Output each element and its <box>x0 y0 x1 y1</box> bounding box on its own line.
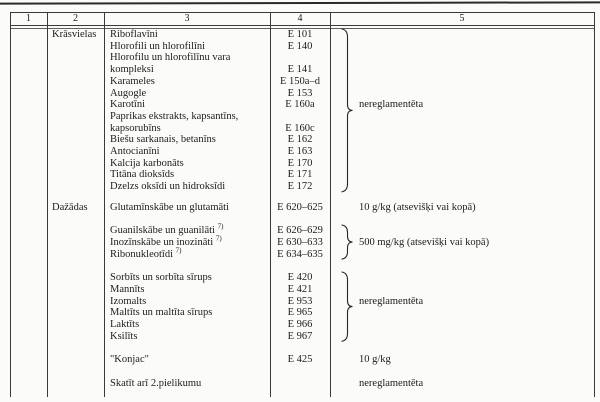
header-cell-4: 4 <box>297 13 303 24</box>
e-number: E 150a–d <box>280 75 320 87</box>
column-border <box>47 12 48 397</box>
limit-note: 500 mg/kg (atsevišķi vai kopā) <box>359 237 490 249</box>
substance-name: Titāna dioksīds <box>110 169 175 181</box>
header-bottom-border <box>10 25 595 26</box>
category-label: Dažādas <box>52 202 88 213</box>
substance-name: Laktīts <box>110 319 140 330</box>
e-number: E 153 <box>287 87 313 99</box>
header-cell-5: 5 <box>459 13 465 24</box>
substance-name: Izomalts <box>110 295 147 307</box>
e-number: E 966 <box>287 319 313 330</box>
substance-name: Glutamīnskābe un glutamāti <box>110 202 229 213</box>
column-border <box>330 12 331 397</box>
e-number: E 160c <box>285 122 315 134</box>
limit-note: nereglamentēta <box>359 377 424 389</box>
header-cell-1: 1 <box>26 13 31 24</box>
substance-name: Ksilīts <box>110 330 138 342</box>
substance-name: Antocianīni <box>110 146 160 157</box>
substance-name: Paprikas ekstrakts, kapsantīns, <box>110 110 239 122</box>
column-border <box>104 12 105 397</box>
e-number: E 140 <box>287 40 313 52</box>
e-number: E 626–629 <box>277 225 323 237</box>
substance-name: kapsorubīns <box>110 122 161 134</box>
substance-name: Riboflavīni <box>110 29 158 40</box>
substance-name: Karotīni <box>110 99 145 111</box>
substance-name: Karameles <box>110 75 155 87</box>
limit-note: 10 g/kg <box>359 354 391 366</box>
substance-name: Biešu sarkanais, betanīns <box>110 134 216 146</box>
e-number: E 141 <box>287 64 313 76</box>
grouping-brace-icon <box>340 271 354 342</box>
substance-name: Sorbīts un sorbīta sīrups <box>110 272 212 284</box>
e-number: E 953 <box>287 295 313 307</box>
substance-name: Ribonukleotīdi $^{7)}$ <box>110 246 182 260</box>
limit-note: nereglamentēta <box>359 99 424 111</box>
substance-name: Augogle <box>110 87 147 99</box>
e-number: E 172 <box>287 181 313 193</box>
e-number: E 634–635 <box>277 248 323 260</box>
header-cell-2: 2 <box>73 13 78 24</box>
e-number: E 162 <box>287 134 313 146</box>
substance-name: Dzelzs oksīdi un hidroksīdi <box>110 181 226 193</box>
substance-name: Kalcija karbonāts <box>110 157 184 169</box>
header-cell-3: 3 <box>184 13 190 24</box>
e-number: E 101 <box>287 29 313 40</box>
e-number: E 967 <box>287 330 313 342</box>
substance-name: Guanilskābe un guanilāti $^{7)}$ <box>110 222 224 237</box>
limit-note: nereglamentēta <box>359 295 424 307</box>
substance-name: kompleksi <box>110 64 154 76</box>
substance-name: "Konjac" <box>110 354 149 366</box>
substance-name: Mannīts <box>110 283 145 295</box>
grouping-brace-icon <box>340 28 354 193</box>
column-border <box>10 12 11 397</box>
e-number: E 425 <box>287 354 313 366</box>
substance-name: Inozīnskābe un inozināti $^{7)}$ <box>110 234 222 249</box>
column-border <box>594 12 595 397</box>
substance-name: Hlorofili un hlorofilīni <box>110 40 206 52</box>
e-number: E 170 <box>287 157 313 169</box>
substance-name: Hlorofilu un hlorofilīnu vara <box>110 52 231 64</box>
e-number: E 630–633 <box>277 237 323 249</box>
e-number: E 163 <box>287 146 313 157</box>
grouping-brace-icon <box>340 224 354 260</box>
page-top-edge-line <box>0 1 600 4</box>
e-number: E 171 <box>287 169 313 181</box>
limit-note: 10 g/kg (atsevišķi vai kopā) <box>359 202 476 213</box>
e-number: E 965 <box>287 307 313 319</box>
e-number: E 420 <box>287 272 313 284</box>
e-number: E 620–625 <box>277 202 323 213</box>
category-label: Krāsvielas <box>52 29 97 40</box>
substance-name: Skatīt arī 2.pielikumu <box>110 377 202 389</box>
e-number: E 421 <box>287 283 313 295</box>
e-number: E 160a <box>285 99 315 111</box>
substance-name: Maltīts un maltīta sīrups <box>110 307 213 319</box>
